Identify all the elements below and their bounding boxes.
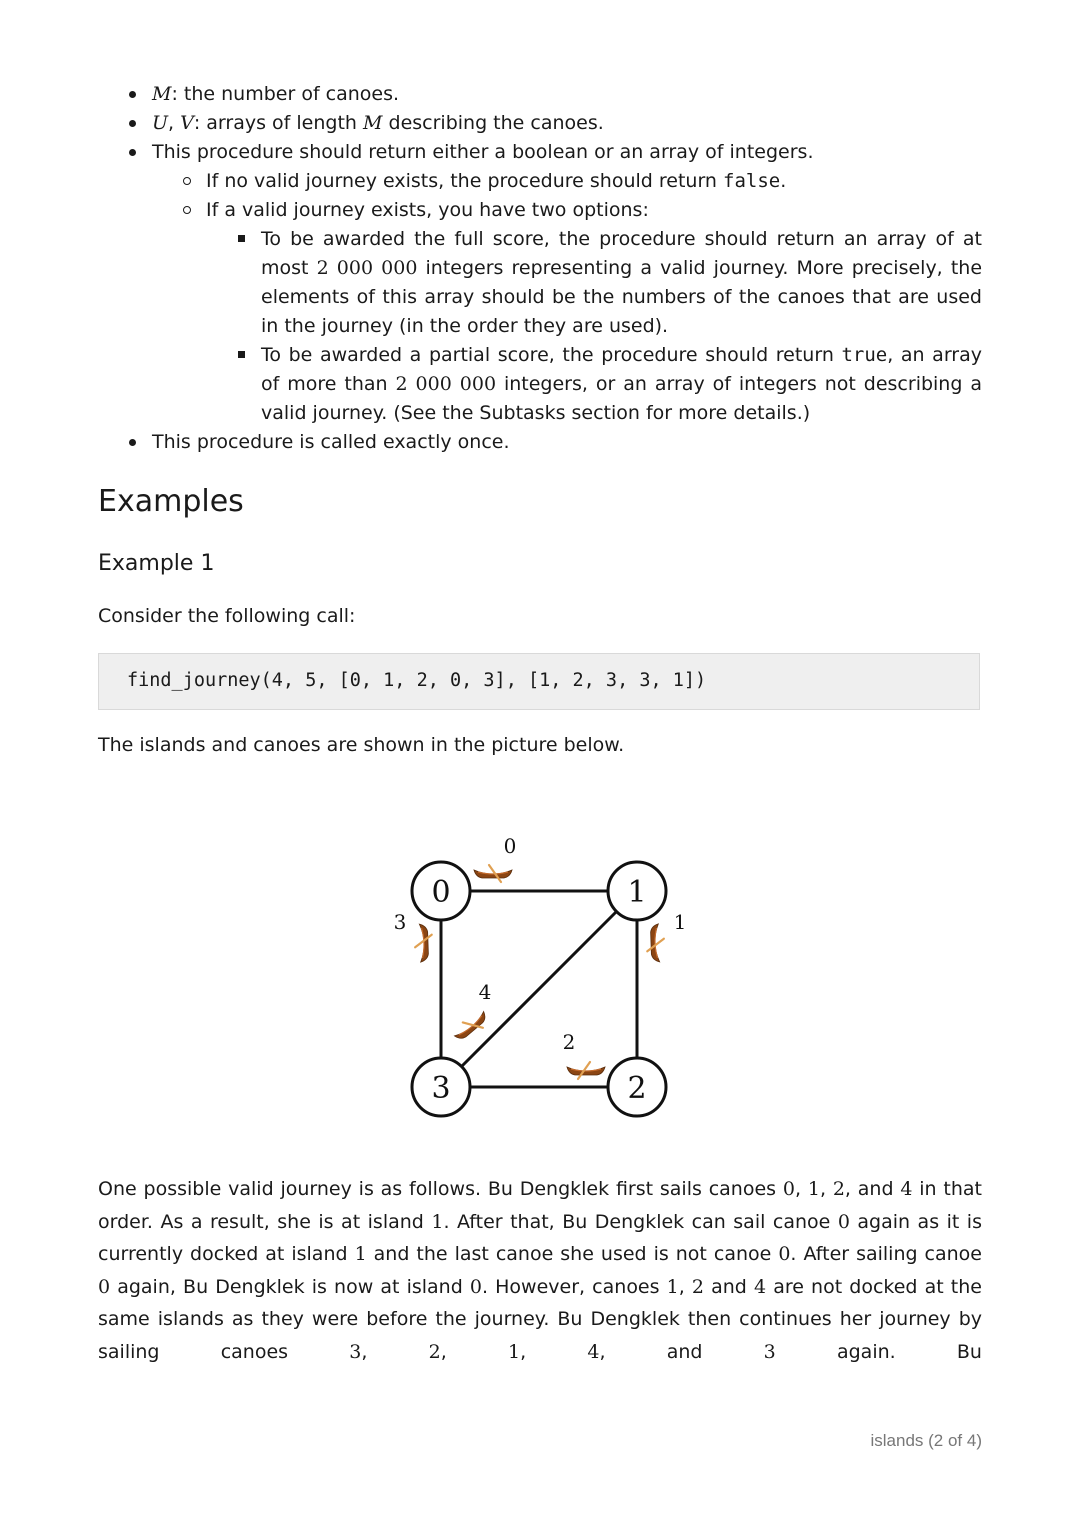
bullet-uv-text-2: describing the canoes. [382,112,604,134]
canoe-2-icon [567,1062,605,1079]
page-footer: islands (2 of 4) [870,1431,982,1450]
para-text: , [520,1340,588,1363]
var-m: M [363,112,383,134]
para-text: One possible valid journey is as follows. Bu Dengklek first sails canoes [98,1178,783,1200]
para-text: . After that, Bu Dengklek can sail canoe [443,1210,838,1233]
para-number: 0 [98,1275,111,1298]
island-node-2 [608,1058,666,1116]
full-score-text-2: integers representing a valid journey. More precisely, the elements of this array should be the numbers of the canoes that are used in the journey (in the order they are used). [261,257,983,337]
return-sublist [152,167,982,428]
bullet-m-text: : the number of canoes. [171,83,400,105]
para-text: again. Bu [775,1340,982,1363]
para-text: , [361,1340,429,1363]
canoe-label-0: 0 [503,834,517,858]
no-journey-text: If no valid journey exists, the procedure should return [206,170,724,192]
island-node-0 [412,862,470,920]
island-label-2: 2 [627,1071,647,1106]
para-number: 1 [354,1243,367,1265]
para-text: . However, canoes [481,1275,667,1298]
full-score-text: To be awarded the full score, the procedure should return an array of at most [261,228,982,279]
bullet-return [98,138,982,428]
para-number: 4 [753,1275,767,1298]
para-text: . After sailing canoe [790,1243,983,1265]
island-node-1 [608,862,666,920]
partial-text: To be awarded a partial score, the procedure should return [261,344,842,366]
bullet-m [98,80,982,109]
code-false: false [723,170,781,192]
para-text: again, Bu Dengklek is now at island [110,1275,470,1298]
para-text: and [704,1275,754,1298]
para-number: 3 [763,1340,776,1363]
canoe-1-icon [646,924,664,963]
canoe-label-4: 4 [478,980,492,1004]
para-text: , [819,1178,833,1200]
para-number: 0 [782,1178,795,1200]
options-sublist [206,225,982,428]
parameter-list [98,80,982,457]
para-text: in that order. As a result, she is at island [98,1178,983,1233]
para-number: 2 [428,1340,441,1363]
code-call: find_journey(4, 5, [0, 1, 2, 0, 3], [1, 2, 3, 3, 1]) [127,670,707,691]
para-number: 1 [666,1275,679,1298]
canoe-label-3: 3 [393,910,407,934]
para-number: 4 [587,1340,600,1363]
para-text: , [440,1340,508,1363]
para-text: , [794,1178,808,1200]
para-number: 2 [832,1178,845,1200]
examples-heading: Examples [98,484,244,519]
bullet-return-text: This procedure should return either a boolean or an array of integers. [152,141,814,163]
bullet-uv-text: : arrays of length [193,112,363,134]
max-length-number: 2 000 000 [316,257,418,279]
islands-graph-figure [380,820,700,1140]
code-block [98,653,980,710]
example-1-heading: Example 1 [98,551,215,576]
island-label-0: 0 [431,875,451,910]
para-number: 1 [431,1210,444,1233]
para-text: , [678,1275,692,1298]
var-u: U [152,112,169,134]
bullet-valid-journey [152,196,982,428]
para-number: 3 [349,1340,362,1363]
para-number: 1 [507,1340,521,1363]
bullet-uv [98,109,982,138]
canoe-0-icon [474,865,512,882]
partial-text-2: , an array of more than [261,344,982,395]
code-true: true [841,344,888,366]
para-number: 4 [900,1178,913,1200]
para-text: are not docked at the same islands as they were before the journey. Bu Dengklek then continues her journey by sailing canoes [98,1275,982,1363]
var-v: V [180,112,194,134]
period: . [780,170,787,192]
para-text: again as it is currently docked at island [98,1210,982,1265]
valid-journey-text: If a valid journey exists, you have two options: [206,199,649,221]
para-number: 2 [691,1275,704,1298]
para-number: 0 [837,1210,850,1233]
bullet-no-journey [152,167,982,196]
para-number: 0 [469,1275,482,1298]
canoe-3-icon [414,924,432,963]
bullet-called-once [98,428,982,457]
islands-graph-svg [380,820,700,1140]
canoe-label-1: 1 [673,910,687,934]
island-label-3: 3 [431,1071,451,1106]
canoe-label-2: 2 [562,1030,576,1054]
bullet-partial-score [206,341,982,428]
bullet-full-score [206,225,982,341]
picture-caption: The islands and canoes are shown in the picture below. [98,734,625,756]
island-label-1: 1 [627,875,647,910]
max-length-number: 2 000 000 [395,373,497,395]
var-m: M [152,83,172,105]
called-once-text: This procedure is called exactly once. [152,431,510,453]
consider-text: Consider the following call: [98,605,356,627]
journey-paragraph [98,1173,982,1368]
para-number: 1 [807,1178,820,1200]
para-text: and the last canoe she used is not canoe [366,1243,779,1265]
island-node-3 [412,1058,470,1116]
para-text: , and [844,1178,901,1200]
canoe-4-icon [451,1008,491,1045]
partial-text-3: integers, or an array of integers not describing a valid journey. (See the Subtasks section for more details.) [261,373,982,424]
comma: , [168,112,181,134]
para-text: , and [599,1340,764,1363]
para-number: 0 [778,1243,791,1265]
